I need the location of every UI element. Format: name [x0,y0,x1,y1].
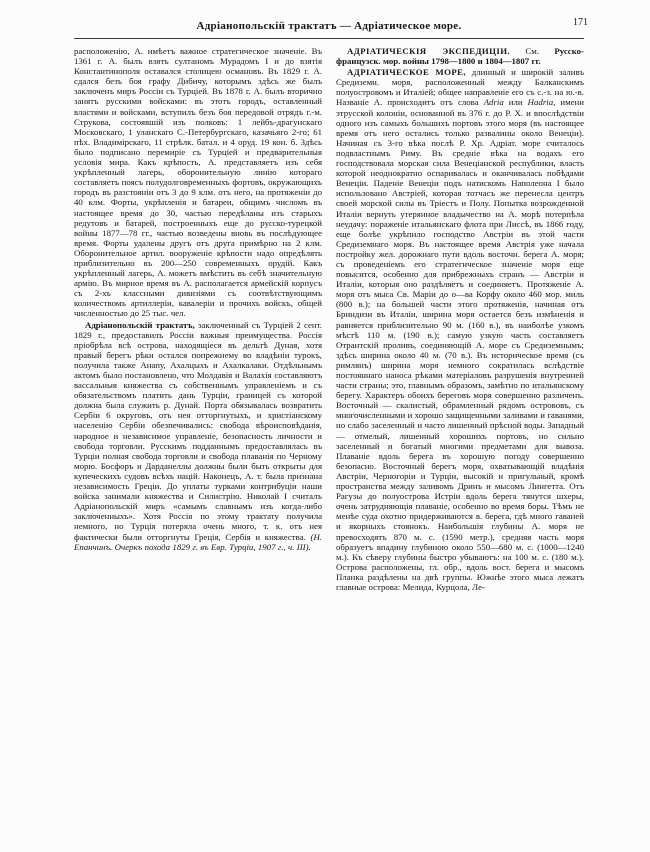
running-title: Адріанопольскій трактатъ — Адріатическое море. [196,20,462,32]
paragraph-text: заключенный съ Турціей 2 сент. 1829 г., предоставилъ Россіи важныя преимущества. Россія пріобрѣла всѣ острова, находящіеся въ дельтѣ Дуная, хотя правый берегъ рѣки остался попрежнему во владѣніи турокъ, получила также Анапу, Ахалцыхъ и Ахалкалаки. Отдѣльнымъ актомъ было постановлено, что Молдавія и Валахія составляютъ вассальныя княжества съ собственнымъ управленіемъ и съ обязательствомъ платить дань Турціи, границей съ которой должна была служить р. Дунай. Порта обязывалась возвратить Сербіи 6 округовъ, отъ нея отторгнутыхъ, и христіанскому населенію Сербіи обезпечивались: свобода вѣроисповѣданія, народное и независимое управленіе, безопасность личности и свобода торговли. Русскимъ подданнымъ предоставлялась въ Турціи полная свобода торговли и свобода плаванія по Черному морю. Босфоръ и Дарданеллы должны были быть открыты для купеческихъ судовъ всѣхъ націй. Наконецъ, А. т. была признана независимость Греціи. До уплаты турками контрибуціи наши войска занимали княжества и Силистрію. Николай I считалъ Адріанопольскій миръ «самымъ славнымъ изъ когда-либо заключенныхъ». Хотя Россія по этому трактату получила немного, но Турція потеряла очень много, т. к. отъ нея фактически были отторгнуты Греція, Сербія и княжества. [74,319,322,542]
see-text: См. [525,46,540,56]
article-title: АДРІАТИЧЕСКОЕ МОРЕ, [347,67,466,78]
right-column [336,46,584,592]
see-reference: Русско-французск. мор. войны 1798—1800 и 1804—1807 гг. [336,46,584,67]
article-adrianopolsky-traktat [74,320,322,552]
page-header [74,16,588,39]
article-adrianopol-continuation [74,46,322,319]
paragraph-text: расположенію, А. имѣетъ важное стратегическое значеніе. Въ 1361 г. А. былъ взятъ султаномъ Мурадомъ I и до взятія Константинополя оставался столицею османовъ. Въ 1829 г. А. сдался безъ боя графу Дибичу, которымъ здѣсь же былъ заключенъ миръ Россіи съ Турціей. Въ 1878 г. А. былъ вторично занятъ русскими войсками: въ этотъ городъ, оставленный властями и войсками, вступилъ безъ боя передовой отрядъ г.-м. Струкова, состоявшій изъ полковъ: 1 лейбъ-драгунскаго Московскаго, 1 уланскаго С.-Петербургскаго, казачьяго 2-го; 61 пѣх. Владимірскаго, 11 стрѣлк. батал. и 4 оруд. 19 кон. б. Здѣсь было подписано перемиріе съ Турціей и предварительныя условія мира. Какъ крѣпость, А. представляетъ изъ себя укрѣпленный лагерь, оборонительную линію котораго составляетъ поясъ полудолговременныхъ фортовъ, окружающихъ городъ въ разстояніи отъ 3 до 9 клм. отъ него, на протяженіи до 40 клм. Форты, укрѣпленія и батареи, общимъ числомъ въ настоящее время до 30, частью передѣланы изъ старыхъ редутовъ и батарей, построенныхъ еще до русско-турецкой войны 1877—78 гг., частью возведены вновь въ послѣдующее время. Форты удалены другъ отъ друга примѣрно на 2 клм. Оборонительное артил. вооруженіе крѣпости надо опредѣлять приблизительно въ 200—250 современныхъ орудій. Какъ укрѣпленный лагерь, А. можетъ вмѣстить въ себѣ значительную армію. Въ мирное время въ А. располагается армейскій корпусъ съ 2-хъ классными дивизіями съ соотвѣтствующимъ количествомъ артиллеріи, кавалеріи и прочихъ войскъ, общей численностью до 25 тыс. чел. [74,46,322,319]
page-number: 171 [573,17,588,28]
paragraph-text: имени этрусской колоніи, основанной въ 376 г. до Р. Х. и впослѣдствіи одного изъ самыхъ большихъ портовъ этого моря (въ настоящее время отъ него остались только развалины около Венеціи). Начиная съ 3-го вѣка послѣ Р. Хр. Адріат. море считалось подвластнымъ Риму. Въ средніе вѣка на водахъ его господствовала морская сила Венеціанской республики, власть которой неоднократно оспаривалась и оканчивалась побѣдами Венеціи. Паденіе Венеціи подъ натискомъ Наполеона I было использовано Австріей, которая тотчасъ же перенесла центръ своей морской силы въ Тріестъ и Полу. Попытка возрожденной Италіи вернуть утерянное владычество на А. морѣ потерпѣла неудачу: пораженіе итальянскаго флота при Лиссѣ, въ 1866 году, еще болѣе укрѣпило господство Австріи въ этой части Средиземнаго моря. Въ настоящее время Австрія уже начала постройку жел. дорожнаго пути вдоль восточн. берега А. моря; съ проведеніемъ его стратегическое значеніе моря еще повысится, особенно для прибрежныхъ странъ — Австріи и Италіи, которыя оно раздѣляетъ и соединяетъ. Протяженіе А. моря отъ мыса Св. Маріи до о—ва Корфу около 460 мор. миль (800 в.); на большей части этого протяженія, начиная отъ Бриндизи въ Италіи, ширина моря остается безъ измѣненія и равняется приблизительно 90 м. (160 в.), въ наиболѣе узкомъ мѣстѣ 110 м. (190 в.); самую узкую часть составляетъ Отрантскій проливъ, соединяющій А. море съ Средиземнымъ; здѣсь ширина около 40 м. (70 в.). Въ историческое время (съ римлянъ) ширина моря немного сократилась вслѣдствіе постояннаго наноса рѣками матеріаловъ разрушенія внутренней части страны; это, главнымъ образомъ, замѣтно по итальянскому берегу. Характеръ обоихъ береговъ моря совершенно различенъ. Восточный — скалистый, обрамленный рядомъ острововъ, съ многочисленными и хорошо защищенными заливами и гаванями, но слабо заселенный и часто лишенный прѣсной воды. Западный — отмелый, лишенный хорошихъ портовъ, но сильно заселенный и богатый многими предметами для вывоза. Плаваніе вдоль берега въ хорошую погоду совершенно безопасно. Восточный берегъ моря, охватывающій владѣнія Австріи, Черногоріи и Турціи, высокій и пригульный, кромѣ пространства между заливомъ Дринъ и мысомъ Лингетта. Отъ Рагузы до полуострова Истріи вдоль берега тянутся шхеры, очень затрудняющія плаваніе, особенно во время боры. Тѣмъ не менѣе суда охотно придерживаются в. берега, гдѣ много гаваней и якорныхъ стоянокъ. Наибольшія глубины А. моря не превосходятъ 870 м. с. (1590 метр.), средняя часть моря образуетъ впадину глубиною около 550—680 м. с. (1000—1240 м.). Къ сѣверу глубины быстро убываютъ: на 100 м. с. (180 м.). Острова расположены, гл. обр., вдоль вост. берега и мысомъ Планка раздѣлены на двѣ группы. Южнѣе этого мыса лежатъ главные острова: Мелида, Курцола, Ле- [336,97,584,592]
article-adriaticheskiya-ekspeditsii [336,46,584,66]
paragraph-text: или [508,97,523,108]
article-title: Адріанопольскій трактатъ, [85,319,195,330]
latin-name: Hadria, [527,97,556,108]
text-columns [74,46,584,592]
left-column [74,46,322,552]
latin-name: Adria [483,97,504,108]
article-title: АДРІАТИЧЕСКІЯ ЭКСПЕДИЦІИ. [347,46,511,56]
article-adriaticheskoe-more [336,67,584,592]
citation: (Н. Епанчинъ. Очеркъ похода 1829 г. въ Евр. Турціи, 1907 г., ч. III). [74,531,322,552]
paragraph-text: длинный и широкій заливъ Средиземн. моря, расположенный между Балканскимъ полуостровомъ и Италіей; общее направленіе его съ с.-з. на ю.-в. Названіе А. происходитъ отъ слова [336,67,584,108]
